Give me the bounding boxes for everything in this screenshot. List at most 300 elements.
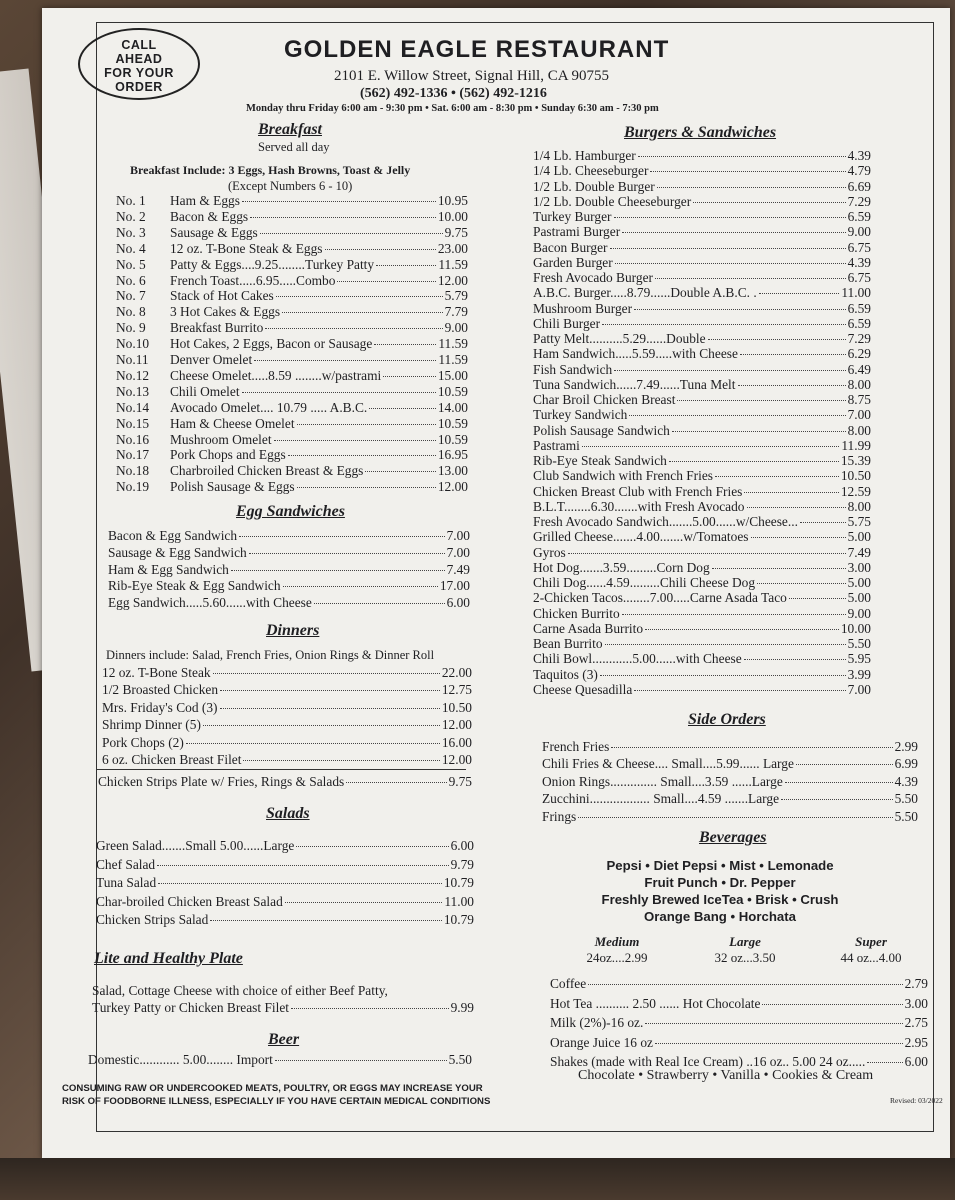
menu-item xyxy=(116,463,468,478)
salads-title: Salads xyxy=(266,805,310,822)
item-name: Gyros xyxy=(533,544,566,560)
item-name: Fresh Avocado Sandwich.......5.00......w/Cheese... xyxy=(533,514,798,529)
item-price: 6.99 xyxy=(894,756,918,772)
item-price: 5.00 xyxy=(847,590,871,606)
item-name: Charbroiled Chicken Breast & Eggs xyxy=(170,463,364,479)
menu-item xyxy=(96,857,474,872)
leader-dots xyxy=(615,263,846,264)
menu-item xyxy=(542,791,918,806)
leader-dots xyxy=(314,603,445,604)
item-price: 4.39 xyxy=(894,773,918,789)
item-price: 6.59 xyxy=(847,315,871,331)
item-price: 5.50 xyxy=(847,636,871,651)
item-price: 11.00 xyxy=(841,285,871,301)
item-name: Domestic............ 5.00........ Import xyxy=(88,1052,273,1067)
item-name: Turkey Sandwich xyxy=(533,407,628,423)
breakfast-title: Breakfast xyxy=(258,121,322,138)
leader-dots xyxy=(655,1043,903,1044)
leader-dots xyxy=(622,232,845,233)
item-name: Club Sandwich with French Fries xyxy=(533,468,714,484)
callout-line: AHEAD xyxy=(115,52,163,66)
item-name: Mushroom Omelet xyxy=(170,431,272,447)
item-number: No. 6 xyxy=(116,272,146,288)
warning-line: CONSUMING RAW OR UNDERCOOKED MEATS, POULTRY, OR EGGS MAY INCREASE YOUR xyxy=(62,1083,483,1094)
item-name: 2-Chicken Tacos........7.00.....Carne Asada Taco xyxy=(533,590,787,606)
leader-dots xyxy=(275,1060,447,1061)
leader-dots xyxy=(283,586,438,587)
menu-item xyxy=(108,595,470,610)
item-name: Chicken Breast Club with French Fries xyxy=(533,483,743,499)
leader-dots xyxy=(186,743,440,744)
leader-dots xyxy=(582,446,839,447)
leader-dots xyxy=(744,659,846,660)
leader-dots xyxy=(796,764,893,765)
revised-date: Revised: 03/2022 xyxy=(890,1096,943,1105)
item-price: 6.49 xyxy=(847,361,871,377)
item-price: 17.00 xyxy=(439,578,470,594)
item-price: 10.79 xyxy=(443,912,474,928)
menu-item xyxy=(116,241,468,256)
item-price: 10.95 xyxy=(437,193,468,208)
item-price: 11.00 xyxy=(444,893,474,909)
leader-dots xyxy=(260,233,443,234)
menu-item xyxy=(116,193,468,208)
item-name: Hot Dog.......3.59.........Corn Dog xyxy=(533,559,710,575)
menu-item xyxy=(533,331,871,346)
size-label: Large xyxy=(729,934,761,949)
menu-item xyxy=(533,163,871,178)
leader-dots xyxy=(867,1062,902,1063)
leader-dots xyxy=(274,440,436,441)
menu-item xyxy=(533,575,871,590)
item-name: Fresh Avocado Burger xyxy=(533,270,653,285)
menu-item xyxy=(108,578,470,593)
menu-item xyxy=(533,499,871,514)
item-name: Mrs. Friday's Cod (3) xyxy=(102,699,218,715)
menu-item xyxy=(533,209,871,224)
menu-item xyxy=(533,667,871,682)
item-name: Bacon & Egg Sandwich xyxy=(108,528,238,543)
item-price: 22.00 xyxy=(441,665,472,680)
item-price: 3.00 xyxy=(847,559,871,575)
item-name: Tuna Sandwich......7.49......Tuna Melt xyxy=(533,376,736,392)
item-price: 10.00 xyxy=(840,620,871,636)
item-name: Onion Rings.............. Small....3.59 ......Large xyxy=(542,773,783,789)
leader-dots xyxy=(693,202,845,203)
menu-item xyxy=(533,270,871,285)
item-price: 4.39 xyxy=(847,148,871,163)
item-price: 11.59 xyxy=(438,352,468,367)
item-name: French Fries xyxy=(542,739,610,754)
menu-item xyxy=(550,996,928,1011)
shake-flavors: Chocolate • Strawberry • Vanilla • Cookies & Cream xyxy=(578,1068,874,1083)
leader-dots xyxy=(297,487,436,488)
menu-item xyxy=(533,682,871,697)
menu-item xyxy=(550,1015,928,1030)
menu-item xyxy=(533,255,871,270)
size-price: 32 oz...3.50 xyxy=(714,950,776,965)
item-number: No.14 xyxy=(116,399,150,415)
leader-dots xyxy=(789,598,846,599)
item-name: Ham & Cheese Omelet xyxy=(170,415,295,431)
leader-dots xyxy=(785,782,893,783)
item-name: Chili Fries & Cheese.... Small....5.99...... Large xyxy=(542,756,794,772)
leader-dots xyxy=(250,217,436,218)
item-price: 23.00 xyxy=(437,240,468,256)
item-name: Stack of Hot Cakes xyxy=(170,288,274,304)
item-price: 3.99 xyxy=(847,666,871,682)
menu-item xyxy=(116,352,468,367)
menu-item xyxy=(533,651,871,666)
item-name: French Toast.....6.95.....Combo xyxy=(170,272,336,288)
item-name: Polish Sausage & Eggs xyxy=(170,479,295,495)
item-number: No. 3 xyxy=(116,224,146,240)
item-price: 12.00 xyxy=(437,272,468,288)
item-name: Shakes (made with Real Ice Cream) ..16 oz.. 5.00 24 oz..... xyxy=(550,1054,866,1070)
item-name: Taquitos (3) xyxy=(533,666,598,682)
breakfast-except: (Except Numbers 6 - 10) xyxy=(228,179,353,193)
item-price: 10.59 xyxy=(437,415,468,431)
menu-item xyxy=(533,560,871,575)
leader-dots xyxy=(220,690,440,691)
item-price: 8.00 xyxy=(847,422,871,438)
menu-item xyxy=(533,224,871,239)
menu-item xyxy=(533,316,871,331)
leader-dots xyxy=(708,339,846,340)
lite-title: Lite and Healthy Plate xyxy=(94,950,243,967)
leader-dots xyxy=(383,376,436,377)
size-super xyxy=(826,934,916,966)
beverage-line: Orange Bang • Horchata xyxy=(644,909,796,924)
leader-dots xyxy=(369,408,436,409)
leader-dots xyxy=(265,328,442,329)
menu-item xyxy=(96,838,474,853)
menu-item xyxy=(533,606,871,621)
leader-dots xyxy=(374,344,436,345)
leader-dots xyxy=(243,760,439,761)
leader-dots xyxy=(239,536,445,537)
leader-dots xyxy=(759,293,840,294)
leader-dots xyxy=(282,312,442,313)
item-name: Ham & Eggs xyxy=(170,193,240,208)
item-price: 5.75 xyxy=(847,514,871,529)
item-name: Ham & Egg Sandwich xyxy=(108,561,229,577)
item-name: Garden Burger xyxy=(533,254,613,270)
item-name: Carne Asada Burrito xyxy=(533,620,644,636)
menu-item xyxy=(550,976,928,991)
item-name: B.L.T........6.30.......with Fresh Avocado xyxy=(533,498,745,514)
leader-dots xyxy=(231,570,445,571)
leader-dots xyxy=(296,846,448,847)
leader-dots xyxy=(242,201,436,202)
item-number: No.12 xyxy=(116,367,150,383)
leader-dots xyxy=(638,156,846,157)
item-price: 16.95 xyxy=(437,447,468,463)
size-price: 44 oz...4.00 xyxy=(840,950,902,965)
item-price: 11.59 xyxy=(438,256,468,272)
item-price: 6.00 xyxy=(446,595,470,611)
menu-item xyxy=(533,453,871,468)
leader-dots xyxy=(578,817,892,818)
leader-dots xyxy=(655,278,846,279)
warning-line: RISK OF FOODBORNE ILLNESS, ESPECIALLY IF YOU HAVE CERTAIN MEDICAL CONDITIONS xyxy=(62,1096,491,1107)
item-number: No.13 xyxy=(116,383,150,399)
item-price: 6.00 xyxy=(904,1054,928,1070)
leader-dots xyxy=(614,370,845,371)
hours: Monday thru Friday 6:00 am - 9:30 pm • Sat. 6:00 am - 8:30 pm • Sunday 6:30 am - 7:30 pm xyxy=(246,103,659,114)
item-name: Pork Chops (2) xyxy=(102,734,184,750)
leader-dots xyxy=(337,281,435,282)
item-name: Cheese Omelet.....8.59 ........w/pastrami xyxy=(170,367,382,383)
item-name: Denver Omelet xyxy=(170,352,253,367)
leader-dots xyxy=(762,1004,902,1005)
item-number: No. 7 xyxy=(116,288,146,304)
item-name: Pastrami xyxy=(533,437,580,453)
item-price: 6.00 xyxy=(450,838,474,853)
leader-dots xyxy=(203,725,440,726)
item-price: 7.00 xyxy=(446,528,470,543)
item-price: 9.00 xyxy=(847,224,871,240)
egg-sandwiches-title: Egg Sandwiches xyxy=(236,503,345,520)
item-name: Chicken Burrito xyxy=(533,605,620,621)
item-price: 5.50 xyxy=(448,1052,472,1067)
menu-item xyxy=(533,301,871,316)
menu-item xyxy=(116,368,468,383)
leader-dots xyxy=(346,782,446,783)
item-name: Sausage & Egg Sandwich xyxy=(108,544,247,560)
item-number: No. 9 xyxy=(116,320,146,336)
breakfast-subtitle: Served all day xyxy=(258,140,330,154)
menu-item xyxy=(533,590,871,605)
item-price: 9.79 xyxy=(450,856,474,872)
menu-item xyxy=(542,756,918,771)
menu-item xyxy=(108,562,470,577)
leader-dots xyxy=(744,492,838,493)
menu-item xyxy=(98,774,472,789)
leader-dots xyxy=(645,629,839,630)
item-price: 9.99 xyxy=(450,1000,474,1015)
menu-item xyxy=(102,735,472,750)
item-price: 9.00 xyxy=(847,605,871,621)
item-price: 8.75 xyxy=(847,392,871,407)
menu-item xyxy=(102,752,472,767)
menu-item xyxy=(116,447,468,462)
item-name: 1/2 Lb. Double Cheeseburger xyxy=(533,193,692,209)
item-price: 2.79 xyxy=(904,976,928,991)
item-price: 6.59 xyxy=(847,209,871,224)
item-price: 14.00 xyxy=(437,399,468,415)
item-name: Shrimp Dinner (5) xyxy=(102,717,201,733)
item-price: 13.00 xyxy=(437,463,468,479)
item-name: 3 Hot Cakes & Eggs xyxy=(170,304,281,320)
item-name: Rib-Eye Steak & Egg Sandwich xyxy=(108,578,281,594)
menu-item xyxy=(116,479,468,494)
item-name: Chili Omelet xyxy=(170,383,240,399)
item-name: Milk (2%)-16 oz. xyxy=(550,1015,644,1031)
menu-item xyxy=(116,336,468,351)
item-name: 1/4 Lb. Hamburger xyxy=(533,148,636,163)
item-price: 7.00 xyxy=(446,544,470,560)
size-label: Medium xyxy=(594,934,640,949)
menu-item xyxy=(102,665,472,680)
item-name: 6 oz. Chicken Breast Filet xyxy=(102,752,242,767)
item-number: No. 2 xyxy=(116,208,146,224)
menu-item xyxy=(102,717,472,732)
restaurant-title: GOLDEN EAGLE RESTAURANT xyxy=(284,36,670,63)
menu-item xyxy=(116,225,468,240)
callout-line: CALL xyxy=(121,38,157,52)
menu-item xyxy=(533,529,871,544)
item-name: 1/4 Lb. Cheeseburger xyxy=(533,163,649,179)
item-name: Bacon & Eggs xyxy=(170,208,249,224)
leader-dots xyxy=(600,675,846,676)
menu-item xyxy=(116,304,468,319)
call-ahead-bubble xyxy=(78,28,200,100)
item-name: Fish Sandwich xyxy=(533,361,613,377)
item-name: Turkey Burger xyxy=(533,209,612,224)
menu-item xyxy=(533,545,871,560)
item-price: 6.69 xyxy=(847,178,871,194)
item-name: Rib-Eye Steak Sandwich xyxy=(533,453,667,468)
menu-item xyxy=(116,432,468,447)
item-name: Frings xyxy=(542,808,577,824)
item-price: 12.00 xyxy=(441,752,472,767)
item-price: 10.00 xyxy=(437,208,468,224)
item-price: 6.29 xyxy=(847,346,871,362)
item-price: 10.79 xyxy=(443,875,474,891)
leader-dots xyxy=(634,309,845,310)
item-price: 12.75 xyxy=(441,682,472,698)
item-price: 7.79 xyxy=(444,304,468,320)
divider xyxy=(96,769,466,770)
item-price: 5.00 xyxy=(847,529,871,545)
leader-dots xyxy=(249,553,445,554)
leader-dots xyxy=(210,920,442,921)
item-price: 11.99 xyxy=(841,437,871,453)
food-safety-warning xyxy=(62,1082,490,1108)
item-price: 5.95 xyxy=(847,651,871,667)
item-name: Polish Sausage Sandwich xyxy=(533,422,670,438)
side-orders-title: Side Orders xyxy=(688,711,766,728)
beverage-line: Freshly Brewed IceTea • Brisk • Crush xyxy=(601,892,839,907)
item-price: 12.00 xyxy=(441,717,472,733)
item-name: Pork Chops and Eggs xyxy=(170,447,286,463)
leader-dots xyxy=(220,708,440,709)
item-price: 5.50 xyxy=(894,791,918,807)
dinners-title: Dinners xyxy=(266,622,320,639)
menu-item xyxy=(533,362,871,377)
item-price: 7.00 xyxy=(847,681,871,697)
leader-dots xyxy=(213,673,440,674)
item-price: 9.75 xyxy=(448,774,472,789)
item-name: Bean Burrito xyxy=(533,636,603,651)
item-name: Chili Bowl............5.00......with Cheese xyxy=(533,651,742,667)
item-price: 6.75 xyxy=(847,239,871,255)
leader-dots xyxy=(297,424,436,425)
item-name: Chicken Strips Plate w/ Fries, Rings & Salads xyxy=(98,774,345,789)
leader-dots xyxy=(634,690,845,691)
breakfast-includes: Breakfast Include: 3 Eggs, Hash Browns, Toast & Jelly xyxy=(130,163,411,177)
item-price: 6.59 xyxy=(847,300,871,316)
menu-item xyxy=(533,392,871,407)
item-price: 5.00 xyxy=(847,575,871,590)
size-label: Super xyxy=(855,934,887,949)
menu-item xyxy=(533,407,871,422)
menu-item xyxy=(533,179,871,194)
menu-item xyxy=(533,377,871,392)
item-number: No. 1 xyxy=(116,193,146,208)
leader-dots xyxy=(285,902,443,903)
item-number: No. 5 xyxy=(116,256,146,272)
item-price: 12.59 xyxy=(840,483,871,499)
item-name: 12 oz. T-Bone Steak & Eggs xyxy=(170,240,323,256)
item-name: Cheese Quesadilla xyxy=(533,681,633,697)
menu-item xyxy=(96,912,474,927)
item-name: Orange Juice 16 oz xyxy=(550,1034,653,1050)
menu-item xyxy=(542,739,918,754)
item-price: 5.79 xyxy=(444,288,468,304)
address: 2101 E. Willow Street, Signal Hill, CA 90755 xyxy=(334,68,609,84)
menu-item xyxy=(533,194,871,209)
item-name: Hot Cakes, 2 Eggs, Bacon or Sausage xyxy=(170,336,373,352)
item-price: 10.50 xyxy=(840,468,871,484)
item-name: Char Broil Chicken Breast xyxy=(533,392,676,407)
menu-item xyxy=(108,528,470,543)
item-price: 9.00 xyxy=(444,320,468,336)
menu-item xyxy=(542,809,918,824)
item-price: 5.50 xyxy=(894,808,918,824)
leader-dots xyxy=(325,249,436,250)
leader-dots xyxy=(276,296,443,297)
beverage-line: Fruit Punch • Dr. Pepper xyxy=(644,875,796,890)
item-number: No.19 xyxy=(116,479,150,495)
leader-dots xyxy=(376,265,436,266)
callout-line: FOR YOUR xyxy=(104,66,174,80)
item-price: 7.49 xyxy=(446,561,470,577)
menu-item xyxy=(542,774,918,789)
menu-item xyxy=(533,468,871,483)
menu-item xyxy=(533,514,871,529)
item-name: Patty Melt..........5.29......Double xyxy=(533,331,706,346)
item-name: Patty & Eggs....9.25........Turkey Patty xyxy=(170,256,375,272)
item-name: Chili Dog......4.59.........Chili Cheese Dog xyxy=(533,575,756,590)
leader-dots xyxy=(757,583,846,584)
leader-dots xyxy=(365,471,435,472)
menu-item xyxy=(102,700,472,715)
item-name: Chef Salad xyxy=(96,856,156,872)
item-name: Ham Sandwich.....5.59.....with Cheese xyxy=(533,346,738,362)
leader-dots xyxy=(602,324,845,325)
item-name: Bacon Burger xyxy=(533,239,608,255)
item-price: 7.49 xyxy=(847,544,871,560)
leader-dots xyxy=(781,799,893,800)
item-number: No. 4 xyxy=(116,240,146,256)
item-price: 8.00 xyxy=(847,498,871,514)
item-price: 15.39 xyxy=(840,453,871,468)
menu-item xyxy=(116,209,468,224)
item-price: 9.75 xyxy=(444,224,468,240)
leader-dots xyxy=(254,360,436,361)
leader-dots xyxy=(738,385,846,386)
size-medium xyxy=(572,934,662,966)
item-number: No.16 xyxy=(116,431,150,447)
item-name: Tuna Salad xyxy=(96,875,157,891)
leader-dots xyxy=(568,553,846,554)
burgers-title: Burgers & Sandwiches xyxy=(624,124,777,141)
menu-item xyxy=(116,257,468,272)
item-name: Avocado Omelet.... 10.79 ..... A.B.C. xyxy=(170,399,368,415)
item-name: Sausage & Eggs xyxy=(170,224,258,240)
